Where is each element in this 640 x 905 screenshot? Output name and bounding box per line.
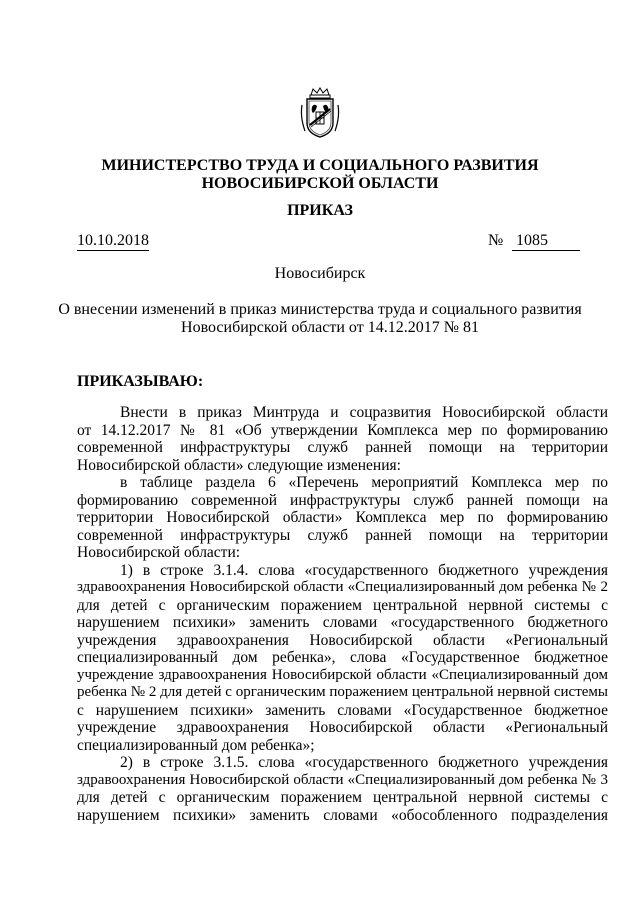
subject-line2: Новосибирской области от 14.12.2017 № 81 [181, 319, 479, 336]
body-line: для детей с органическим поражением центральной нервной системы с [77, 596, 608, 614]
document-city: Новосибирск [274, 265, 366, 282]
body-line: специализированный дом ребенка»; [77, 736, 315, 754]
body-line: учреждение здравоохранения Новосибирской области «Специализированный дом [77, 666, 608, 683]
body-line: Внести в приказ Минтруда и соцразвития Новосибирской области [120, 404, 608, 421]
body-line: здравоохранения Новосибирской области «Специализированный дом ребенка № 2 [77, 579, 608, 595]
body-line: современной инфраструктуры служб ранней помощи на территории [77, 526, 608, 544]
body-line: формированию современной инфраструктуры служб ранней помощи на [77, 491, 608, 509]
body-line: Новосибирской области» следующие изменения: [77, 456, 401, 474]
body-line: нарушением психики» заменить словами «обособленного подразделения [77, 806, 608, 824]
ministry-name-line1: МИНИСТЕРСТВО ТРУДА И СОЦИАЛЬНОГО РАЗВИТИЯ [101, 157, 539, 174]
body-line: с нарушением психики» заменить словами «Государственное бюджетное [77, 701, 608, 719]
body-line: Новосибирской области: [77, 544, 241, 561]
body-line: территории Новосибирской области» Комплекса мер по формированию [77, 509, 608, 526]
body-line: специализированный дом ребенка», слова «Государственное бюджетное [77, 649, 608, 666]
novosibirsk-coat-of-arms-icon [299, 87, 341, 139]
document-date: 10.10.2018 [77, 232, 149, 249]
ministry-name-line2: НОВОСИБИРСКОЙ ОБЛАСТИ [201, 175, 439, 192]
document-number: 1085 [512, 231, 580, 251]
body-line: 2) в строке 3.1.5. слова «государственного бюджетного учреждения [120, 754, 608, 771]
body-line: учреждения здравоохранения Новосибирской области «Региональный [77, 631, 608, 649]
body-line: от 14.12.2017 № 81 «Об утверждении Комплекса мер по формированию [77, 421, 608, 439]
subject-line1: О внесении изменений в приказ министерства труда и социального развития [58, 301, 582, 318]
body-line: нарушением психики» заменить словами «государственного бюджетного [77, 614, 608, 631]
document-type: ПРИКАЗ [287, 202, 353, 219]
body-text [77, 404, 608, 824]
body-line: современной инфраструктуры служб ранней помощи на территории [77, 439, 608, 456]
body-line: в таблице раздела 6 «Перечень мероприятий Комплекса мер по [120, 474, 608, 491]
body-line: для детей с органическим поражением центральной нервной системы с [77, 789, 608, 806]
body-line: ребенка № 2 для детей с органическим поражением центральной нервной системы [77, 684, 608, 700]
number-sign: № [488, 232, 504, 249]
body-line: здравоохранения Новосибирской области «Специализированный дом ребенка № 3 [77, 771, 608, 788]
body-line: учреждение здравоохранения Новосибирской области «Региональный [77, 719, 608, 736]
body-line: 1) в строке 3.1.4. слова «государственного бюджетного учреждения [120, 561, 608, 579]
order-heading: ПРИКАЗЫВАЮ: [77, 373, 204, 390]
